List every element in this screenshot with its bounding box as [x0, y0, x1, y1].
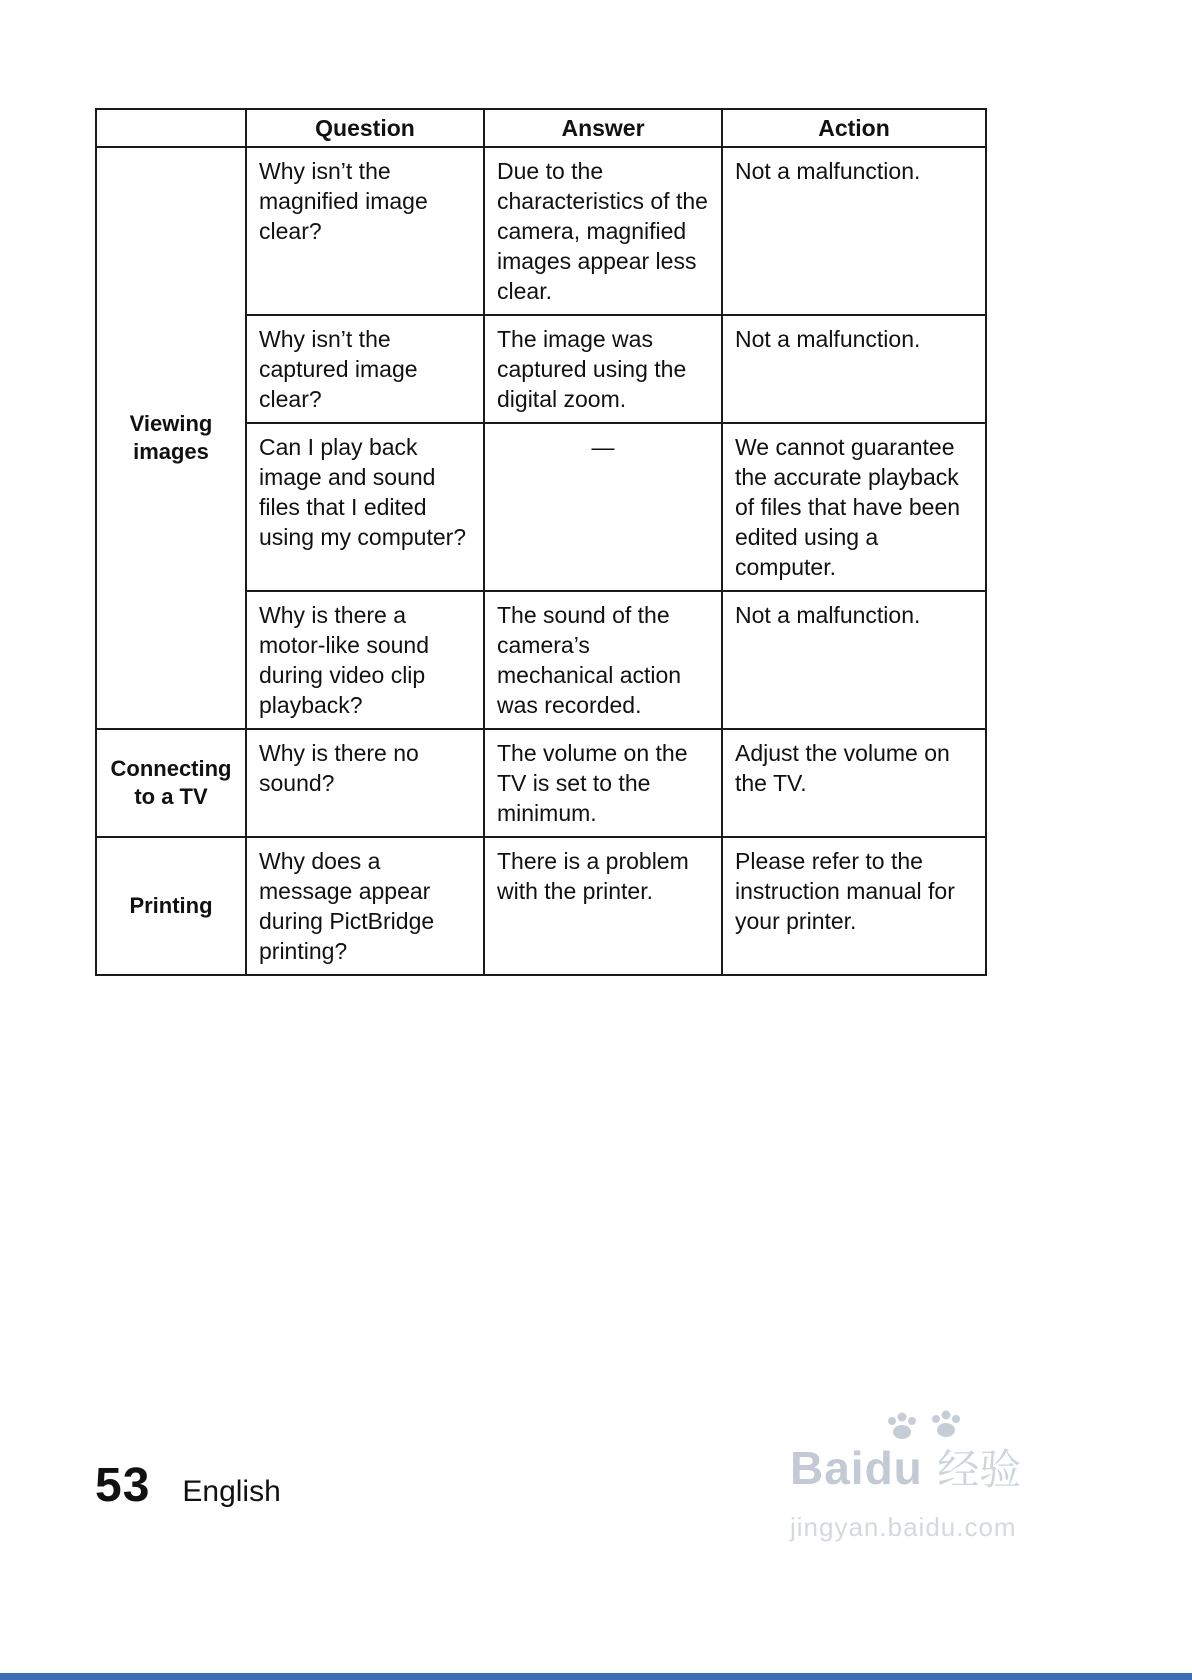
watermark-brandline	[790, 1442, 1090, 1506]
action-cell: Not a malfunction.	[722, 147, 986, 315]
watermark-brand: Baidu	[790, 1442, 923, 1494]
baidu-watermark	[790, 1408, 1090, 1543]
bottom-blue-bar	[0, 1673, 1192, 1680]
answer-cell: Due to the characteristics of the camera, magnified images appear less clear.	[484, 147, 722, 315]
category-cell-printing: Printing	[96, 837, 246, 975]
action-cell: Not a malfunction.	[722, 315, 986, 423]
question-cell: Why is there no sound?	[246, 729, 484, 837]
question-cell: Why does a message appear during PictBridge printing?	[246, 837, 484, 975]
action-cell: Adjust the volume on the TV.	[722, 729, 986, 837]
action-cell: Not a malfunction.	[722, 591, 986, 729]
header-answer: Answer	[484, 109, 722, 147]
table-row	[96, 147, 986, 315]
action-cell: We cannot guarantee the accurate playback of files that have been edited using a computer.	[722, 423, 986, 591]
page-footer	[95, 1458, 281, 1513]
header-category	[96, 109, 246, 147]
language-label: English	[182, 1475, 281, 1508]
answer-cell: —	[484, 423, 722, 591]
header-question: Question	[246, 109, 484, 147]
question-cell: Can I play back image and sound files that I edited using my computer?	[246, 423, 484, 591]
table-header-row	[96, 109, 986, 147]
page-number: 53	[95, 1459, 151, 1512]
action-cell: Please refer to the instruction manual for your printer.	[722, 837, 986, 975]
question-cell: Why isn’t the captured image clear?	[246, 315, 484, 423]
watermark-brand-cn: 经验	[937, 1446, 1022, 1493]
answer-cell: There is a problem with the printer.	[484, 837, 722, 975]
answer-cell: The sound of the camera’s mechanical action was recorded.	[484, 591, 722, 729]
answer-cell: The volume on the TV is set to the minimum.	[484, 729, 722, 837]
paw-prints-icon	[880, 1408, 1090, 1442]
question-cell: Why isn’t the magnified image clear?	[246, 147, 484, 315]
category-cell-connecting-tv: Connecting to a TV	[96, 729, 246, 837]
faq-table-container	[95, 108, 987, 976]
watermark-url: jingyan.baidu.com	[790, 1512, 1017, 1542]
faq-table	[95, 108, 987, 976]
category-cell-viewing-images: Viewing images	[96, 147, 246, 729]
header-action: Action	[722, 109, 986, 147]
table-row	[96, 729, 986, 837]
question-cell: Why is there a motor-like sound during video clip playback?	[246, 591, 484, 729]
answer-cell: The image was captured using the digital zoom.	[484, 315, 722, 423]
table-row	[96, 837, 986, 975]
